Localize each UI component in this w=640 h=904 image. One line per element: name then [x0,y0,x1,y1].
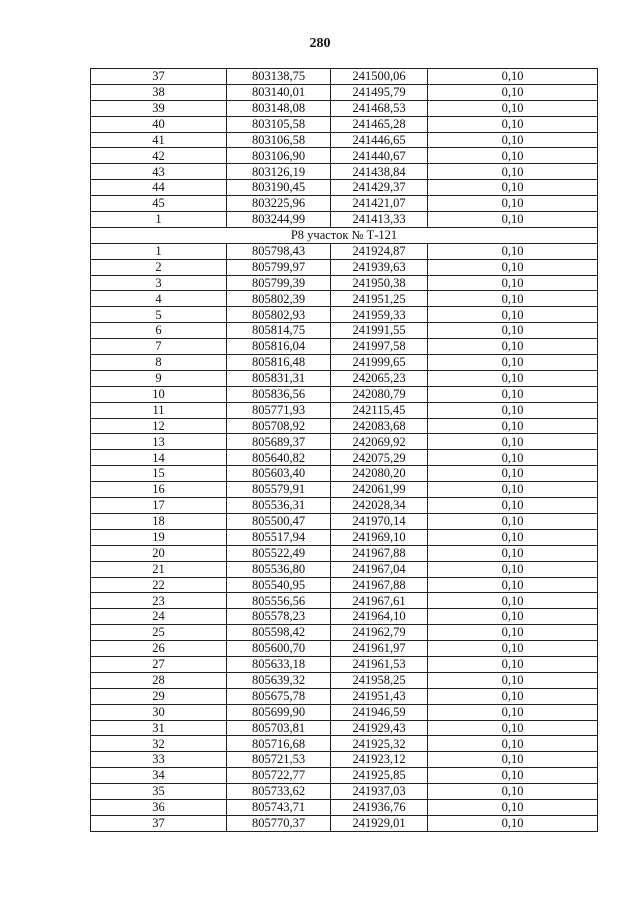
y-coordinate-cell: 241925,85 [331,768,428,784]
x-coordinate-cell: 803126,19 [227,164,331,180]
error-cell: 0,10 [428,704,598,720]
x-coordinate-cell: 805536,80 [227,561,331,577]
point-number-cell: 29 [91,688,227,704]
point-number-cell: 3 [91,275,227,291]
x-coordinate-cell: 805802,39 [227,291,331,307]
table-row [91,799,598,815]
x-coordinate-cell: 805733,62 [227,784,331,800]
table-row [91,148,598,164]
point-number-cell: 10 [91,386,227,402]
point-number-cell: 13 [91,434,227,450]
table-row [91,656,598,672]
x-coordinate-cell: 803225,96 [227,196,331,212]
x-coordinate-cell: 803105,58 [227,116,331,132]
point-number-cell: 41 [91,132,227,148]
x-coordinate-cell: 805798,43 [227,243,331,259]
point-number-cell: 24 [91,609,227,625]
error-cell: 0,10 [428,752,598,768]
coordinates-table-body [91,69,598,832]
point-number-cell: 1 [91,212,227,228]
table-row [91,625,598,641]
y-coordinate-cell: 241446,65 [331,132,428,148]
x-coordinate-cell: 805675,78 [227,688,331,704]
table-row [91,482,598,498]
point-number-cell: 35 [91,784,227,800]
x-coordinate-cell: 805578,23 [227,609,331,625]
error-cell: 0,10 [428,212,598,228]
table-row [91,593,598,609]
point-number-cell: 1 [91,243,227,259]
y-coordinate-cell: 241997,58 [331,339,428,355]
y-coordinate-cell: 241970,14 [331,513,428,529]
table-row [91,164,598,180]
y-coordinate-cell: 242061,99 [331,482,428,498]
table-row [91,466,598,482]
error-cell: 0,10 [428,323,598,339]
x-coordinate-cell: 805600,70 [227,641,331,657]
x-coordinate-cell: 805716,68 [227,736,331,752]
table-row [91,577,598,593]
error-cell: 0,10 [428,339,598,355]
x-coordinate-cell: 805633,18 [227,656,331,672]
error-cell: 0,10 [428,386,598,402]
x-coordinate-cell: 805556,56 [227,593,331,609]
point-number-cell: 9 [91,370,227,386]
y-coordinate-cell: 242065,23 [331,370,428,386]
error-cell: 0,10 [428,784,598,800]
y-coordinate-cell: 241967,88 [331,545,428,561]
error-cell: 0,10 [428,434,598,450]
y-coordinate-cell: 241967,04 [331,561,428,577]
error-cell: 0,10 [428,672,598,688]
error-cell: 0,10 [428,291,598,307]
error-cell: 0,10 [428,561,598,577]
table-row [91,386,598,402]
error-cell: 0,10 [428,164,598,180]
y-coordinate-cell: 241999,65 [331,355,428,371]
point-number-cell: 32 [91,736,227,752]
point-number-cell: 39 [91,100,227,116]
point-number-cell: 40 [91,116,227,132]
table-row [91,339,598,355]
point-number-cell: 12 [91,418,227,434]
error-cell: 0,10 [428,116,598,132]
y-coordinate-cell: 241929,43 [331,720,428,736]
x-coordinate-cell: 805814,75 [227,323,331,339]
y-coordinate-cell: 242080,20 [331,466,428,482]
x-coordinate-cell: 805522,49 [227,545,331,561]
y-coordinate-cell: 242115,45 [331,402,428,418]
table-row [91,609,598,625]
point-number-cell: 36 [91,799,227,815]
table-row [91,545,598,561]
error-cell: 0,10 [428,529,598,545]
y-coordinate-cell: 242069,92 [331,434,428,450]
x-coordinate-cell: 805603,40 [227,466,331,482]
y-coordinate-cell: 242080,79 [331,386,428,402]
error-cell: 0,10 [428,815,598,831]
table-row [91,720,598,736]
error-cell: 0,10 [428,609,598,625]
table-row [91,641,598,657]
error-cell: 0,10 [428,84,598,100]
error-cell: 0,10 [428,720,598,736]
error-cell: 0,10 [428,69,598,85]
y-coordinate-cell: 241500,06 [331,69,428,85]
error-cell: 0,10 [428,799,598,815]
point-number-cell: 42 [91,148,227,164]
table-row [91,69,598,85]
table-row [91,402,598,418]
table-row [91,275,598,291]
y-coordinate-cell: 241937,03 [331,784,428,800]
error-cell: 0,10 [428,593,598,609]
error-cell: 0,10 [428,275,598,291]
point-number-cell: 11 [91,402,227,418]
error-cell: 0,10 [428,513,598,529]
error-cell: 0,10 [428,418,598,434]
error-cell: 0,10 [428,132,598,148]
x-coordinate-cell: 805708,92 [227,418,331,434]
y-coordinate-cell: 241959,33 [331,307,428,323]
point-number-cell: 27 [91,656,227,672]
error-cell: 0,10 [428,259,598,275]
point-number-cell: 2 [91,259,227,275]
x-coordinate-cell: 805836,56 [227,386,331,402]
y-coordinate-cell: 241465,28 [331,116,428,132]
x-coordinate-cell: 803244,99 [227,212,331,228]
x-coordinate-cell: 805640,82 [227,450,331,466]
point-number-cell: 25 [91,625,227,641]
x-coordinate-cell: 805802,93 [227,307,331,323]
page-number: 280 [309,36,331,51]
table-row [91,370,598,386]
point-number-cell: 44 [91,180,227,196]
point-number-cell: 8 [91,355,227,371]
point-number-cell: 17 [91,498,227,514]
y-coordinate-cell: 241961,97 [331,641,428,657]
y-coordinate-cell: 241962,79 [331,625,428,641]
table-row [91,498,598,514]
error-cell: 0,10 [428,243,598,259]
y-coordinate-cell: 241440,67 [331,148,428,164]
table-row [91,259,598,275]
table-row [91,513,598,529]
table-row [91,132,598,148]
point-number-cell: 23 [91,593,227,609]
table-row [91,196,598,212]
error-cell: 0,10 [428,370,598,386]
y-coordinate-cell: 241969,10 [331,529,428,545]
error-cell: 0,10 [428,450,598,466]
x-coordinate-cell: 805799,97 [227,259,331,275]
point-number-cell: 38 [91,84,227,100]
x-coordinate-cell: 805579,91 [227,482,331,498]
x-coordinate-cell: 805689,37 [227,434,331,450]
x-coordinate-cell: 805799,39 [227,275,331,291]
error-cell: 0,10 [428,355,598,371]
error-cell: 0,10 [428,736,598,752]
table-row [91,307,598,323]
y-coordinate-cell: 241936,76 [331,799,428,815]
y-coordinate-cell: 241438,84 [331,164,428,180]
point-number-cell: 19 [91,529,227,545]
error-cell: 0,10 [428,307,598,323]
point-number-cell: 18 [91,513,227,529]
x-coordinate-cell: 805517,94 [227,529,331,545]
y-coordinate-cell: 241923,12 [331,752,428,768]
y-coordinate-cell: 241961,53 [331,656,428,672]
y-coordinate-cell: 241495,79 [331,84,428,100]
point-number-cell: 45 [91,196,227,212]
y-coordinate-cell: 241958,25 [331,672,428,688]
y-coordinate-cell: 241468,53 [331,100,428,116]
x-coordinate-cell: 805500,47 [227,513,331,529]
y-coordinate-cell: 241967,88 [331,577,428,593]
error-cell: 0,10 [428,180,598,196]
x-coordinate-cell: 805722,77 [227,768,331,784]
y-coordinate-cell: 241991,55 [331,323,428,339]
point-number-cell: 37 [91,69,227,85]
x-coordinate-cell: 805699,90 [227,704,331,720]
table-row [91,291,598,307]
table-row [91,561,598,577]
error-cell: 0,10 [428,100,598,116]
x-coordinate-cell: 805816,04 [227,339,331,355]
y-coordinate-cell: 241429,37 [331,180,428,196]
table-row [91,434,598,450]
x-coordinate-cell: 805721,53 [227,752,331,768]
error-cell: 0,10 [428,498,598,514]
x-coordinate-cell: 803106,90 [227,148,331,164]
x-coordinate-cell: 805770,37 [227,815,331,831]
point-number-cell: 33 [91,752,227,768]
x-coordinate-cell: 803190,45 [227,180,331,196]
point-number-cell: 26 [91,641,227,657]
y-coordinate-cell: 241939,63 [331,259,428,275]
point-number-cell: 20 [91,545,227,561]
point-number-cell: 4 [91,291,227,307]
error-cell: 0,10 [428,768,598,784]
point-number-cell: 22 [91,577,227,593]
table-row [91,704,598,720]
error-cell: 0,10 [428,625,598,641]
y-coordinate-cell: 241421,07 [331,196,428,212]
y-coordinate-cell: 241951,43 [331,688,428,704]
y-coordinate-cell: 241929,01 [331,815,428,831]
table-row [91,672,598,688]
table-row [91,815,598,831]
y-coordinate-cell: 241925,32 [331,736,428,752]
y-coordinate-cell: 242028,34 [331,498,428,514]
x-coordinate-cell: 805703,81 [227,720,331,736]
table-row [91,418,598,434]
y-coordinate-cell: 241924,87 [331,243,428,259]
point-number-cell: 37 [91,815,227,831]
x-coordinate-cell: 805831,31 [227,370,331,386]
y-coordinate-cell: 241413,33 [331,212,428,228]
y-coordinate-cell: 241950,38 [331,275,428,291]
point-number-cell: 5 [91,307,227,323]
x-coordinate-cell: 803148,08 [227,100,331,116]
point-number-cell: 30 [91,704,227,720]
table-row [91,752,598,768]
point-number-cell: 15 [91,466,227,482]
y-coordinate-cell: 242083,68 [331,418,428,434]
table-row [91,529,598,545]
table-row [91,180,598,196]
table-row [91,355,598,371]
x-coordinate-cell: 805639,32 [227,672,331,688]
x-coordinate-cell: 805598,42 [227,625,331,641]
error-cell: 0,10 [428,545,598,561]
point-number-cell: 16 [91,482,227,498]
x-coordinate-cell: 803106,58 [227,132,331,148]
error-cell: 0,10 [428,196,598,212]
table-row [91,784,598,800]
point-number-cell: 14 [91,450,227,466]
x-coordinate-cell: 805816,48 [227,355,331,371]
section-title: Р8 участок № Т-121 [91,227,598,243]
error-cell: 0,10 [428,577,598,593]
x-coordinate-cell: 803138,75 [227,69,331,85]
table-row [91,450,598,466]
x-coordinate-cell: 805743,71 [227,799,331,815]
error-cell: 0,10 [428,148,598,164]
table-row [91,323,598,339]
point-number-cell: 34 [91,768,227,784]
x-coordinate-cell: 805771,93 [227,402,331,418]
table-row [91,243,598,259]
y-coordinate-cell: 241967,61 [331,593,428,609]
table-row [91,100,598,116]
table-row [91,84,598,100]
error-cell: 0,10 [428,641,598,657]
point-number-cell: 43 [91,164,227,180]
error-cell: 0,10 [428,656,598,672]
y-coordinate-cell: 241951,25 [331,291,428,307]
x-coordinate-cell: 805536,31 [227,498,331,514]
table-row [91,768,598,784]
y-coordinate-cell: 242075,29 [331,450,428,466]
x-coordinate-cell: 805540,95 [227,577,331,593]
table-row [91,116,598,132]
section-header-row [91,227,598,243]
table-row [91,688,598,704]
error-cell: 0,10 [428,688,598,704]
error-cell: 0,10 [428,482,598,498]
error-cell: 0,10 [428,466,598,482]
y-coordinate-cell: 241946,59 [331,704,428,720]
point-number-cell: 21 [91,561,227,577]
point-number-cell: 28 [91,672,227,688]
x-coordinate-cell: 803140,01 [227,84,331,100]
table-row [91,736,598,752]
y-coordinate-cell: 241964,10 [331,609,428,625]
table-row [91,212,598,228]
point-number-cell: 31 [91,720,227,736]
error-cell: 0,10 [428,402,598,418]
point-number-cell: 6 [91,323,227,339]
coordinates-table [90,68,598,832]
point-number-cell: 7 [91,339,227,355]
